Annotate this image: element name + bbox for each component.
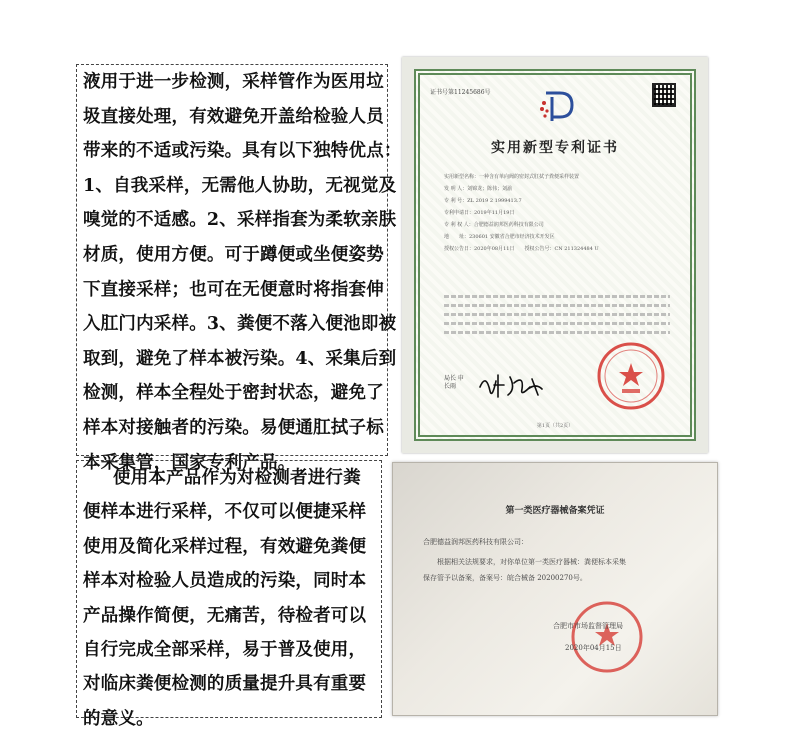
certificate-number: 证书号第11245686号 bbox=[430, 89, 491, 96]
text-line: 下直接采样；也可在无便意时将指套伸 bbox=[83, 279, 384, 300]
certificate-body-text bbox=[444, 295, 670, 340]
filing-certificate-title: 第一类医疗器械备案凭证 bbox=[505, 506, 605, 516]
certificate-row: 专 利 号：ZL 2019 2 1999413.7 bbox=[444, 198, 522, 204]
filing-addressee: 合肥德益润邦医药科技有限公司： bbox=[423, 538, 528, 546]
text-line: 样本对接触者的污染。易便通肛拭子标 bbox=[83, 417, 384, 438]
official-seal-icon bbox=[596, 341, 666, 411]
certificate-title: 实用新型专利证书 bbox=[491, 140, 619, 156]
filing-issuer: 合肥市市场监督管理局 bbox=[553, 622, 623, 630]
text-line: 本采集管，国家专利产品。 bbox=[83, 452, 296, 473]
patent-certificate-paper bbox=[414, 69, 696, 441]
text-line: 液用于进一步检测，采样管作为医用垃 bbox=[83, 72, 384, 92]
description-text-box-2 bbox=[76, 460, 382, 729]
patent-certificate-image bbox=[402, 57, 708, 453]
text-line: 使用及简化采样过程，有效避免粪便 bbox=[83, 536, 367, 557]
filing-body-line: 根据相关法规要求，对你单位第一类医疗器械：粪便标本采集 bbox=[437, 558, 626, 566]
text-line: 圾直接处理，有效避免开盖给检验人员 bbox=[83, 106, 384, 127]
text-line: 使用本产品作为对检测者进行粪 bbox=[113, 468, 361, 488]
certificate-row: 授权公告日：2020年08月11日 授权公告号：CN 211324484 U bbox=[444, 246, 599, 252]
text-line: 样本对检验人员造成的污染，同时本 bbox=[83, 571, 367, 592]
text-line: 自行完成全部采样，易于普及使用， bbox=[83, 639, 367, 660]
text-line: 入肛门内采样。3、粪便不落入便池即被 bbox=[83, 314, 397, 335]
certificate-details bbox=[444, 171, 670, 255]
certificate-row: 专 利 权 人：合肥德益润邦医药科技有限公司 bbox=[444, 222, 544, 228]
certificate-row: 发 明 人：刘锦龙；陈伟；刘渝 bbox=[444, 186, 513, 192]
filing-certificate-image bbox=[392, 462, 718, 716]
text-line: 带来的不适或污染。具有以下独特优点： bbox=[83, 141, 402, 162]
text-line: 嗅觉的不适感。2、采样指套为柔软亲肤 bbox=[83, 210, 397, 231]
certificate-footer: 第1页（共2页） bbox=[536, 423, 574, 429]
certificate-row: 专利申请日：2019年11月19日 bbox=[444, 210, 515, 216]
text-line: 检测，样本全程处于密封状态，避免了 bbox=[83, 383, 384, 404]
text-line: 取到，避免了样本被污染。4、采集后到 bbox=[83, 348, 397, 369]
filing-body-line: 保存管予以备案，备案号：皖合械备 20200270号。 bbox=[423, 574, 587, 582]
certificate-row: 地 址：230601 安徽省合肥市经济技术开发区 bbox=[444, 234, 555, 240]
patent-office-logo-icon bbox=[538, 89, 576, 123]
text-line: 材质，使用方便。可于蹲便或坐便姿势 bbox=[83, 244, 384, 265]
text-line: 产品操作简便，无痛苦，待检者可以 bbox=[83, 605, 367, 626]
signature-icon bbox=[476, 369, 546, 401]
certificate-row: 实用新型名称：一种含有单向阀的密封式肛拭子粪便采样装置 bbox=[444, 174, 580, 180]
qr-code-icon bbox=[652, 83, 676, 107]
text-line: 的意义。 bbox=[83, 708, 154, 729]
signature-label: 局长 申长雨 bbox=[444, 375, 464, 390]
filing-date: 2020年04月15日 bbox=[565, 644, 622, 652]
official-seal-icon bbox=[569, 599, 645, 675]
text-line: 对临床粪便检测的质量提升具有重要 bbox=[83, 674, 367, 695]
description-text-box-1 bbox=[76, 64, 402, 473]
text-line: 便样本进行采样，不仅可以便捷采样 bbox=[83, 502, 367, 523]
text-line: 1、自我采样，无需他人协助，无视觉及 bbox=[83, 175, 397, 196]
